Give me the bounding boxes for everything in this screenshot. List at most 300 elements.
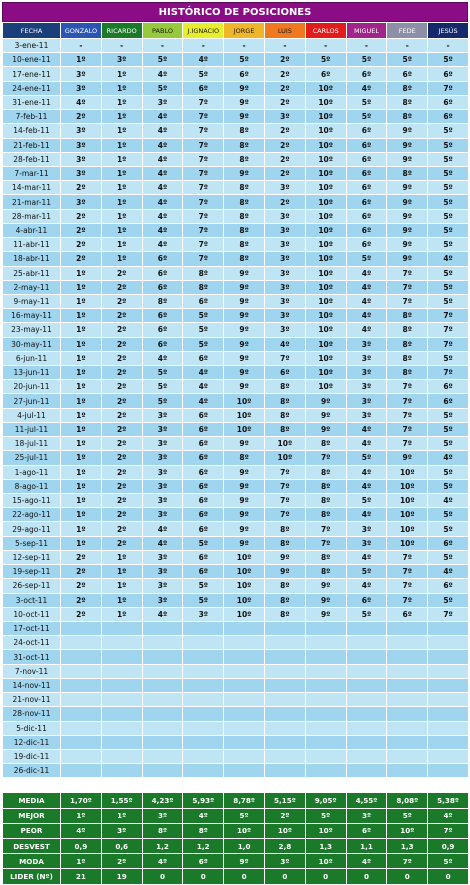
- position-cell: 4º: [428, 252, 469, 266]
- position-cell: 8º: [387, 166, 428, 180]
- position-cell: 7º: [183, 138, 224, 152]
- position-cell: [61, 749, 102, 763]
- position-cell: 5º: [428, 53, 469, 67]
- position-cell: [224, 764, 265, 778]
- sheet-title: HISTÓRICO DE POSICIONES: [2, 2, 468, 22]
- position-cell: 2º: [61, 579, 102, 593]
- position-cell: 9º: [387, 124, 428, 138]
- stat-value: 6º: [346, 823, 387, 838]
- position-cell: 9º: [224, 309, 265, 323]
- position-cell: 2º: [101, 422, 142, 436]
- row-date: 10-ene-11: [3, 53, 61, 67]
- position-cell: 3º: [346, 522, 387, 536]
- position-cell: 9º: [224, 280, 265, 294]
- position-cell: 4º: [142, 223, 183, 237]
- row-date: 3-oct-11: [3, 593, 61, 607]
- position-cell: 3º: [142, 508, 183, 522]
- table-row: [3, 252, 469, 266]
- stat-label: LIDER (Nº): [3, 869, 61, 884]
- position-cell: 4º: [183, 380, 224, 394]
- position-cell: 10º: [224, 394, 265, 408]
- position-cell: [61, 735, 102, 749]
- table-row: [3, 764, 469, 778]
- position-cell: [224, 707, 265, 721]
- position-cell: 2º: [101, 280, 142, 294]
- position-cell: 3º: [264, 266, 305, 280]
- position-cell: 6º: [428, 380, 469, 394]
- position-cell: [428, 749, 469, 763]
- position-cell: 8º: [264, 607, 305, 621]
- stat-label: MEDIA: [3, 793, 61, 808]
- position-cell: [142, 735, 183, 749]
- stat-value: 0: [428, 869, 469, 884]
- stats-row: [3, 823, 469, 838]
- position-cell: 9º: [224, 294, 265, 308]
- position-cell: 6º: [428, 110, 469, 124]
- stat-value: 5º: [428, 854, 469, 869]
- position-cell: 1º: [101, 138, 142, 152]
- table-row: [3, 67, 469, 81]
- position-cell: 3º: [264, 209, 305, 223]
- position-cell: 6º: [142, 309, 183, 323]
- position-cell: 2º: [101, 380, 142, 394]
- position-cell: [142, 636, 183, 650]
- position-cell: 7º: [387, 280, 428, 294]
- position-cell: 9º: [305, 422, 346, 436]
- position-cell: 4º: [346, 465, 387, 479]
- table-row: [3, 693, 469, 707]
- table-row: [3, 81, 469, 95]
- position-cell: [305, 707, 346, 721]
- position-cell: 7º: [183, 238, 224, 252]
- stat-value: 6º: [183, 854, 224, 869]
- position-cell: 2º: [61, 550, 102, 564]
- table-row: [3, 138, 469, 152]
- position-cell: 3º: [142, 550, 183, 564]
- position-cell: 6º: [346, 238, 387, 252]
- position-cell: 1º: [61, 309, 102, 323]
- position-cell: 10º: [305, 223, 346, 237]
- stat-value: 0: [264, 869, 305, 884]
- position-cell: 3º: [346, 394, 387, 408]
- table-row: [3, 394, 469, 408]
- position-cell: 8º: [224, 451, 265, 465]
- position-cell: 10º: [305, 294, 346, 308]
- stat-value: 1,2: [142, 838, 183, 853]
- position-cell: 5º: [428, 280, 469, 294]
- position-cell: 5º: [428, 593, 469, 607]
- position-cell: 5º: [428, 408, 469, 422]
- position-cell: 6º: [183, 437, 224, 451]
- position-cell: 9º: [224, 366, 265, 380]
- position-cell: 5º: [428, 238, 469, 252]
- row-date: 30-may-11: [3, 337, 61, 351]
- position-cell: 8º: [387, 337, 428, 351]
- column-header-player: JORGE: [224, 23, 265, 39]
- table-row: [3, 408, 469, 422]
- position-cell: [387, 664, 428, 678]
- position-cell: 3º: [61, 195, 102, 209]
- stats-row: [3, 869, 469, 884]
- stat-value: 9,05º: [305, 793, 346, 808]
- position-cell: 7º: [183, 195, 224, 209]
- position-cell: 5º: [142, 394, 183, 408]
- stats-table: [2, 792, 469, 884]
- position-cell: [264, 707, 305, 721]
- position-cell: 8º: [264, 579, 305, 593]
- stat-value: 1,70º: [61, 793, 102, 808]
- position-cell: 3º: [346, 351, 387, 365]
- stat-label: MEJOR: [3, 808, 61, 823]
- table-row: [3, 380, 469, 394]
- position-cell: 7º: [264, 508, 305, 522]
- table-row: [3, 422, 469, 436]
- stat-value: 4º: [142, 854, 183, 869]
- position-cell: 8º: [264, 536, 305, 550]
- stat-value: 1º: [61, 854, 102, 869]
- position-cell: [387, 764, 428, 778]
- stat-value: 3º: [346, 808, 387, 823]
- table-row: [3, 479, 469, 493]
- position-cell: 5º: [428, 437, 469, 451]
- position-cell: [264, 650, 305, 664]
- position-cell: 2º: [264, 81, 305, 95]
- position-cell: [305, 735, 346, 749]
- position-cell: 9º: [387, 195, 428, 209]
- stat-value: 1,1: [346, 838, 387, 853]
- position-cell: 3º: [264, 294, 305, 308]
- position-cell: 3º: [142, 579, 183, 593]
- position-cell: 4º: [142, 124, 183, 138]
- position-cell: 9º: [224, 323, 265, 337]
- position-cell: 1º: [61, 394, 102, 408]
- position-cell: [264, 664, 305, 678]
- position-cell: [387, 707, 428, 721]
- position-cell: 2º: [101, 394, 142, 408]
- stat-value: 1,0: [224, 838, 265, 853]
- position-cell: [142, 621, 183, 635]
- position-cell: -: [387, 39, 428, 53]
- column-header-player: LUIS: [264, 23, 305, 39]
- position-cell: 10º: [305, 110, 346, 124]
- table-row: [3, 451, 469, 465]
- position-cell: [387, 621, 428, 635]
- position-cell: 9º: [305, 607, 346, 621]
- position-cell: 6º: [346, 223, 387, 237]
- stat-value: 7º: [428, 823, 469, 838]
- stat-label: MODA: [3, 854, 61, 869]
- position-cell: 4º: [142, 166, 183, 180]
- position-cell: 3º: [264, 110, 305, 124]
- position-cell: [264, 764, 305, 778]
- position-cell: 8º: [224, 152, 265, 166]
- position-cell: 4º: [142, 152, 183, 166]
- position-cell: [183, 764, 224, 778]
- row-date: 25-jul-11: [3, 451, 61, 465]
- position-cell: 8º: [387, 95, 428, 109]
- position-cell: [428, 678, 469, 692]
- position-cell: 1º: [61, 522, 102, 536]
- stat-value: 0: [224, 869, 265, 884]
- position-cell: 1º: [61, 508, 102, 522]
- stat-value: 4º: [428, 808, 469, 823]
- stat-value: 21: [61, 869, 102, 884]
- row-date: 31-oct-11: [3, 650, 61, 664]
- row-date: 22-ago-11: [3, 508, 61, 522]
- position-cell: 10º: [224, 607, 265, 621]
- row-date: 28-mar-11: [3, 209, 61, 223]
- position-cell: 4º: [346, 579, 387, 593]
- position-cell: 5º: [183, 536, 224, 550]
- position-cell: 6º: [305, 67, 346, 81]
- position-cell: 6º: [183, 465, 224, 479]
- row-date: 20-jun-11: [3, 380, 61, 394]
- position-cell: 1º: [61, 337, 102, 351]
- position-cell: 5º: [428, 152, 469, 166]
- position-cell: 1º: [61, 408, 102, 422]
- position-cell: 10º: [224, 579, 265, 593]
- position-cell: [101, 636, 142, 650]
- position-cell: 1º: [101, 81, 142, 95]
- position-cell: 10º: [224, 565, 265, 579]
- position-cell: 4º: [346, 508, 387, 522]
- position-cell: 3º: [61, 166, 102, 180]
- table-row: [3, 522, 469, 536]
- position-cell: 7º: [387, 593, 428, 607]
- position-cell: 9º: [224, 81, 265, 95]
- column-header-player: PABLO: [142, 23, 183, 39]
- position-cell: 2º: [101, 465, 142, 479]
- position-cell: 1º: [61, 351, 102, 365]
- position-cell: 3º: [346, 366, 387, 380]
- row-date: 19-dic-11: [3, 749, 61, 763]
- position-cell: [142, 664, 183, 678]
- table-row: [3, 53, 469, 67]
- stat-value: 0: [305, 869, 346, 884]
- position-cell: 5º: [346, 451, 387, 465]
- position-cell: 9º: [224, 479, 265, 493]
- stats-row: [3, 808, 469, 823]
- position-cell: [61, 707, 102, 721]
- row-date: 25-abr-11: [3, 266, 61, 280]
- position-cell: 5º: [428, 266, 469, 280]
- position-cell: [224, 721, 265, 735]
- position-cell: 7º: [387, 380, 428, 394]
- position-cell: 3º: [142, 593, 183, 607]
- position-cell: 10º: [305, 280, 346, 294]
- position-cell: [142, 721, 183, 735]
- position-cell: [305, 664, 346, 678]
- position-cell: 5º: [346, 95, 387, 109]
- table-row: [3, 678, 469, 692]
- position-cell: -: [142, 39, 183, 53]
- row-date: 14-nov-11: [3, 678, 61, 692]
- position-cell: 1º: [61, 280, 102, 294]
- row-date: 29-ago-11: [3, 522, 61, 536]
- position-cell: 6º: [387, 607, 428, 621]
- row-date: 3-ene-11: [3, 39, 61, 53]
- position-cell: [346, 621, 387, 635]
- position-cell: 2º: [264, 53, 305, 67]
- table-row: [3, 351, 469, 365]
- position-cell: [142, 693, 183, 707]
- position-cell: 10º: [305, 366, 346, 380]
- position-cell: 4º: [183, 366, 224, 380]
- position-cell: 3º: [264, 323, 305, 337]
- position-cell: 8º: [305, 550, 346, 564]
- position-cell: 7º: [428, 309, 469, 323]
- position-cell: 7º: [264, 494, 305, 508]
- position-cell: 8º: [264, 408, 305, 422]
- position-cell: 4º: [346, 266, 387, 280]
- position-cell: 6º: [183, 494, 224, 508]
- position-cell: 4º: [183, 394, 224, 408]
- position-cell: 1º: [101, 550, 142, 564]
- position-cell: 8º: [224, 124, 265, 138]
- position-cell: 10º: [305, 238, 346, 252]
- position-cell: 9º: [224, 110, 265, 124]
- position-cell: [224, 749, 265, 763]
- position-cell: 2º: [61, 238, 102, 252]
- position-cell: 4º: [142, 209, 183, 223]
- position-cell: 9º: [224, 266, 265, 280]
- position-cell: 6º: [428, 394, 469, 408]
- table-row: [3, 124, 469, 138]
- stat-value: 2,8: [264, 838, 305, 853]
- position-cell: 9º: [264, 565, 305, 579]
- position-cell: 6º: [428, 95, 469, 109]
- position-cell: 6º: [183, 81, 224, 95]
- position-cell: 1º: [101, 95, 142, 109]
- position-cell: 10º: [387, 536, 428, 550]
- position-cell: 2º: [101, 309, 142, 323]
- position-cell: 1º: [101, 223, 142, 237]
- position-cell: [61, 664, 102, 678]
- position-cell: 7º: [264, 351, 305, 365]
- position-cell: [264, 678, 305, 692]
- position-cell: [305, 678, 346, 692]
- position-cell: [428, 636, 469, 650]
- position-cell: 1º: [101, 124, 142, 138]
- stat-label: PEOR: [3, 823, 61, 838]
- stat-value: 0,9: [61, 838, 102, 853]
- stat-value: 2º: [101, 854, 142, 869]
- position-cell: 2º: [101, 323, 142, 337]
- position-cell: [101, 764, 142, 778]
- header-row: [3, 23, 469, 39]
- position-cell: 2º: [61, 607, 102, 621]
- stat-value: 10º: [264, 823, 305, 838]
- position-cell: 10º: [224, 550, 265, 564]
- stat-value: 1,2: [183, 838, 224, 853]
- position-cell: 2º: [101, 408, 142, 422]
- row-date: 8-ago-11: [3, 479, 61, 493]
- position-cell: [61, 678, 102, 692]
- position-cell: 3º: [61, 124, 102, 138]
- position-cell: 9º: [224, 465, 265, 479]
- row-date: 24-oct-11: [3, 636, 61, 650]
- stat-value: 9º: [224, 854, 265, 869]
- position-cell: [183, 693, 224, 707]
- position-cell: 1º: [61, 494, 102, 508]
- position-cell: [183, 678, 224, 692]
- table-row: [3, 607, 469, 621]
- position-cell: 5º: [224, 53, 265, 67]
- table-row: [3, 593, 469, 607]
- position-cell: [387, 636, 428, 650]
- position-cell: 9º: [224, 166, 265, 180]
- position-cell: 9º: [387, 223, 428, 237]
- table-row: [3, 565, 469, 579]
- position-cell: [346, 650, 387, 664]
- position-cell: [142, 749, 183, 763]
- position-cell: 9º: [224, 437, 265, 451]
- position-cell: 3º: [142, 451, 183, 465]
- position-cell: 7º: [387, 294, 428, 308]
- position-cell: 10º: [387, 479, 428, 493]
- position-cell: 6º: [183, 479, 224, 493]
- position-cell: 6º: [183, 522, 224, 536]
- position-cell: 3º: [142, 408, 183, 422]
- position-cell: 8º: [224, 209, 265, 223]
- position-cell: 5º: [428, 181, 469, 195]
- stat-value: 8º: [142, 823, 183, 838]
- position-cell: 4º: [142, 238, 183, 252]
- position-cell: 5º: [183, 323, 224, 337]
- row-date: 2-may-11: [3, 280, 61, 294]
- row-date: 27-jun-11: [3, 394, 61, 408]
- position-cell: 6º: [142, 323, 183, 337]
- position-cell: 2º: [61, 110, 102, 124]
- row-date: 5-sep-11: [3, 536, 61, 550]
- position-cell: -: [264, 39, 305, 53]
- position-cell: 5º: [428, 138, 469, 152]
- position-cell: -: [61, 39, 102, 53]
- position-cell: [101, 721, 142, 735]
- position-cell: 3º: [142, 494, 183, 508]
- position-cell: [224, 693, 265, 707]
- position-cell: [183, 735, 224, 749]
- row-date: 14-mar-11: [3, 181, 61, 195]
- position-cell: 8º: [224, 252, 265, 266]
- position-cell: 10º: [305, 166, 346, 180]
- position-cell: 1º: [61, 380, 102, 394]
- column-header-player: GONZALO: [61, 23, 102, 39]
- position-cell: 8º: [387, 351, 428, 365]
- row-date: 31-ene-11: [3, 95, 61, 109]
- position-cell: 5º: [428, 209, 469, 223]
- row-date: 18-abr-11: [3, 252, 61, 266]
- position-cell: 3º: [346, 380, 387, 394]
- position-cell: 8º: [264, 422, 305, 436]
- position-cell: 6º: [428, 579, 469, 593]
- stat-value: 8,08º: [387, 793, 428, 808]
- row-date: 15-ago-11: [3, 494, 61, 508]
- position-cell: 8º: [305, 565, 346, 579]
- table-row: [3, 636, 469, 650]
- position-cell: 5º: [428, 223, 469, 237]
- position-cell: 4º: [142, 536, 183, 550]
- row-date: 26-dic-11: [3, 764, 61, 778]
- row-date: 1-ago-11: [3, 465, 61, 479]
- position-cell: 2º: [101, 266, 142, 280]
- position-cell: [183, 749, 224, 763]
- position-cell: 2º: [101, 479, 142, 493]
- position-cell: 5º: [346, 494, 387, 508]
- position-cell: [346, 693, 387, 707]
- stat-value: 0: [387, 869, 428, 884]
- position-cell: 8º: [387, 110, 428, 124]
